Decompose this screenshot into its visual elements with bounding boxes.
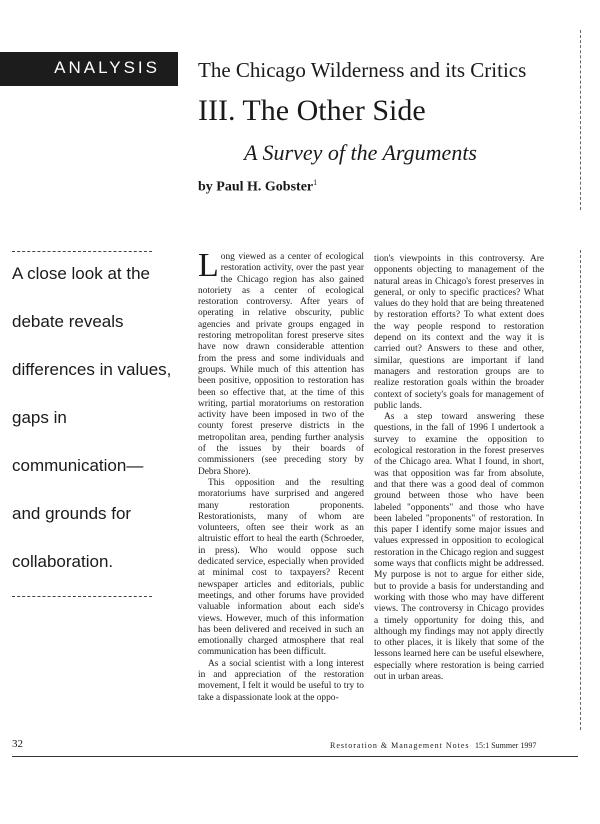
body-paragraph: This opposition and the resulting moratoriums have surprised and angered many restoration proponents. Restorationists, many of whom are volunteers, often see their work as an altruistic effort to heal the earth (Schroeder, in press). Who would oppose such dedicated service, especially when provided at minimal cost to taxpayers? Recent newspaper articles and editorials, public meetings, and other forums have provided valuable information about each side's views. However, much of this information has been delivered and received in such an emotionally charged atmosphere that real communication has been difficult. [198, 477, 364, 658]
body-paragraph [198, 247, 364, 478]
byline [198, 178, 317, 196]
pull-quote-line: and grounds for [12, 504, 132, 523]
drop-cap: L [198, 247, 219, 284]
pull-quote-line: differences in values, [12, 360, 172, 379]
journal-name: Restoration & Management Notes [330, 741, 470, 750]
pull-quote-line: A close look at the [12, 264, 150, 283]
issue-info: 15:1 Summer 1997 [475, 741, 537, 750]
footer-rule [12, 756, 578, 757]
pull-quote-bottom-rule [12, 596, 152, 597]
article-subtitle: A Survey of the Arguments [244, 140, 477, 165]
pull-quote [12, 264, 172, 600]
page-number: 32 [12, 738, 23, 750]
pull-quote-top-rule [12, 251, 152, 252]
article-title: III. The Other Side [198, 94, 426, 127]
margin-rule [580, 30, 582, 210]
body-paragraph: As a step toward answering these questions, in the fall of 1996 I undertook a survey to examine the opposition to ecological restoration in the forest preserves of the Chicago area. What I found, in short, was that opposition was far from absolute, and that there was a good deal of common ground between those who have been labeled "opponents" and those who have been labeled "proponents" of restoration. In this paper I identify some major issues and values expressed in opposition to ecological restoration in the Chicago region and suggest some ways that conflicts might be addressed. My purpose is not to argue for either side, but to provide a basis for understanding and working with those who may have different views. The controversy in Chicago provides a timely opportunity for doing this, and although my findings may not apply directly to other places, it is likely that some of the lessons learned here can be useful elsewhere, especially where restoration is being carried out in urban areas. [374, 412, 544, 682]
paragraph-text: ong viewed as a center of ecological restoration activity, over the past year the Chicago region has also gained notoriety as a center of ecological restoration controversy. After years of operating in relative obscurity, public agencies and private groups engaged in restoring metropolitan forest preserve sites have now drawn considerable attention from the press and some individuals and groups. While much of this attention has been positive, opposition to restoration has been so effective that, at the time of this writing, partial moratoriums on restoration activity have been imposed in two of the county forest preserve districts in the metropolitan area, pending further analysis of the issues by their boards of commissioners (see preceding story by Debra Shore). [198, 252, 364, 477]
section-banner [0, 52, 178, 86]
body-column-2 [374, 254, 544, 683]
pull-quote-line: collaboration. [12, 552, 114, 571]
series-title: The Chicago Wilderness and its Critics [198, 58, 527, 82]
section-label: ANALYSIS [54, 58, 160, 77]
pull-quote-line: communication— [12, 456, 144, 475]
author-name: by Paul H. Gobster [198, 179, 314, 195]
margin-rule [580, 250, 582, 730]
pull-quote-line: gaps in [12, 408, 67, 427]
footnote-marker: 1 [313, 178, 318, 187]
pull-quote-line: debate reveals [12, 312, 124, 331]
body-column-1 [198, 247, 364, 704]
body-paragraph: As a social scientist with a long interest in and appreciation of the restoration movement, I felt it would be useful to try to take a dispassionate look at the oppo- [198, 658, 364, 703]
body-paragraph: tion's viewpoints in this controversy. Are opponents objecting to management of the natural areas in Chicago's forest preserves in general, or only to specific practices? What values do they hold that are being threatened by restoration efforts? To what extent does the way people respond to restoration depend on its context and the way it is carried out? Answers to these and other, similar, questions are important if land managers and restoration groups are to realize restoration goals within the broader context of society's goals for management of public lands. [374, 254, 544, 411]
